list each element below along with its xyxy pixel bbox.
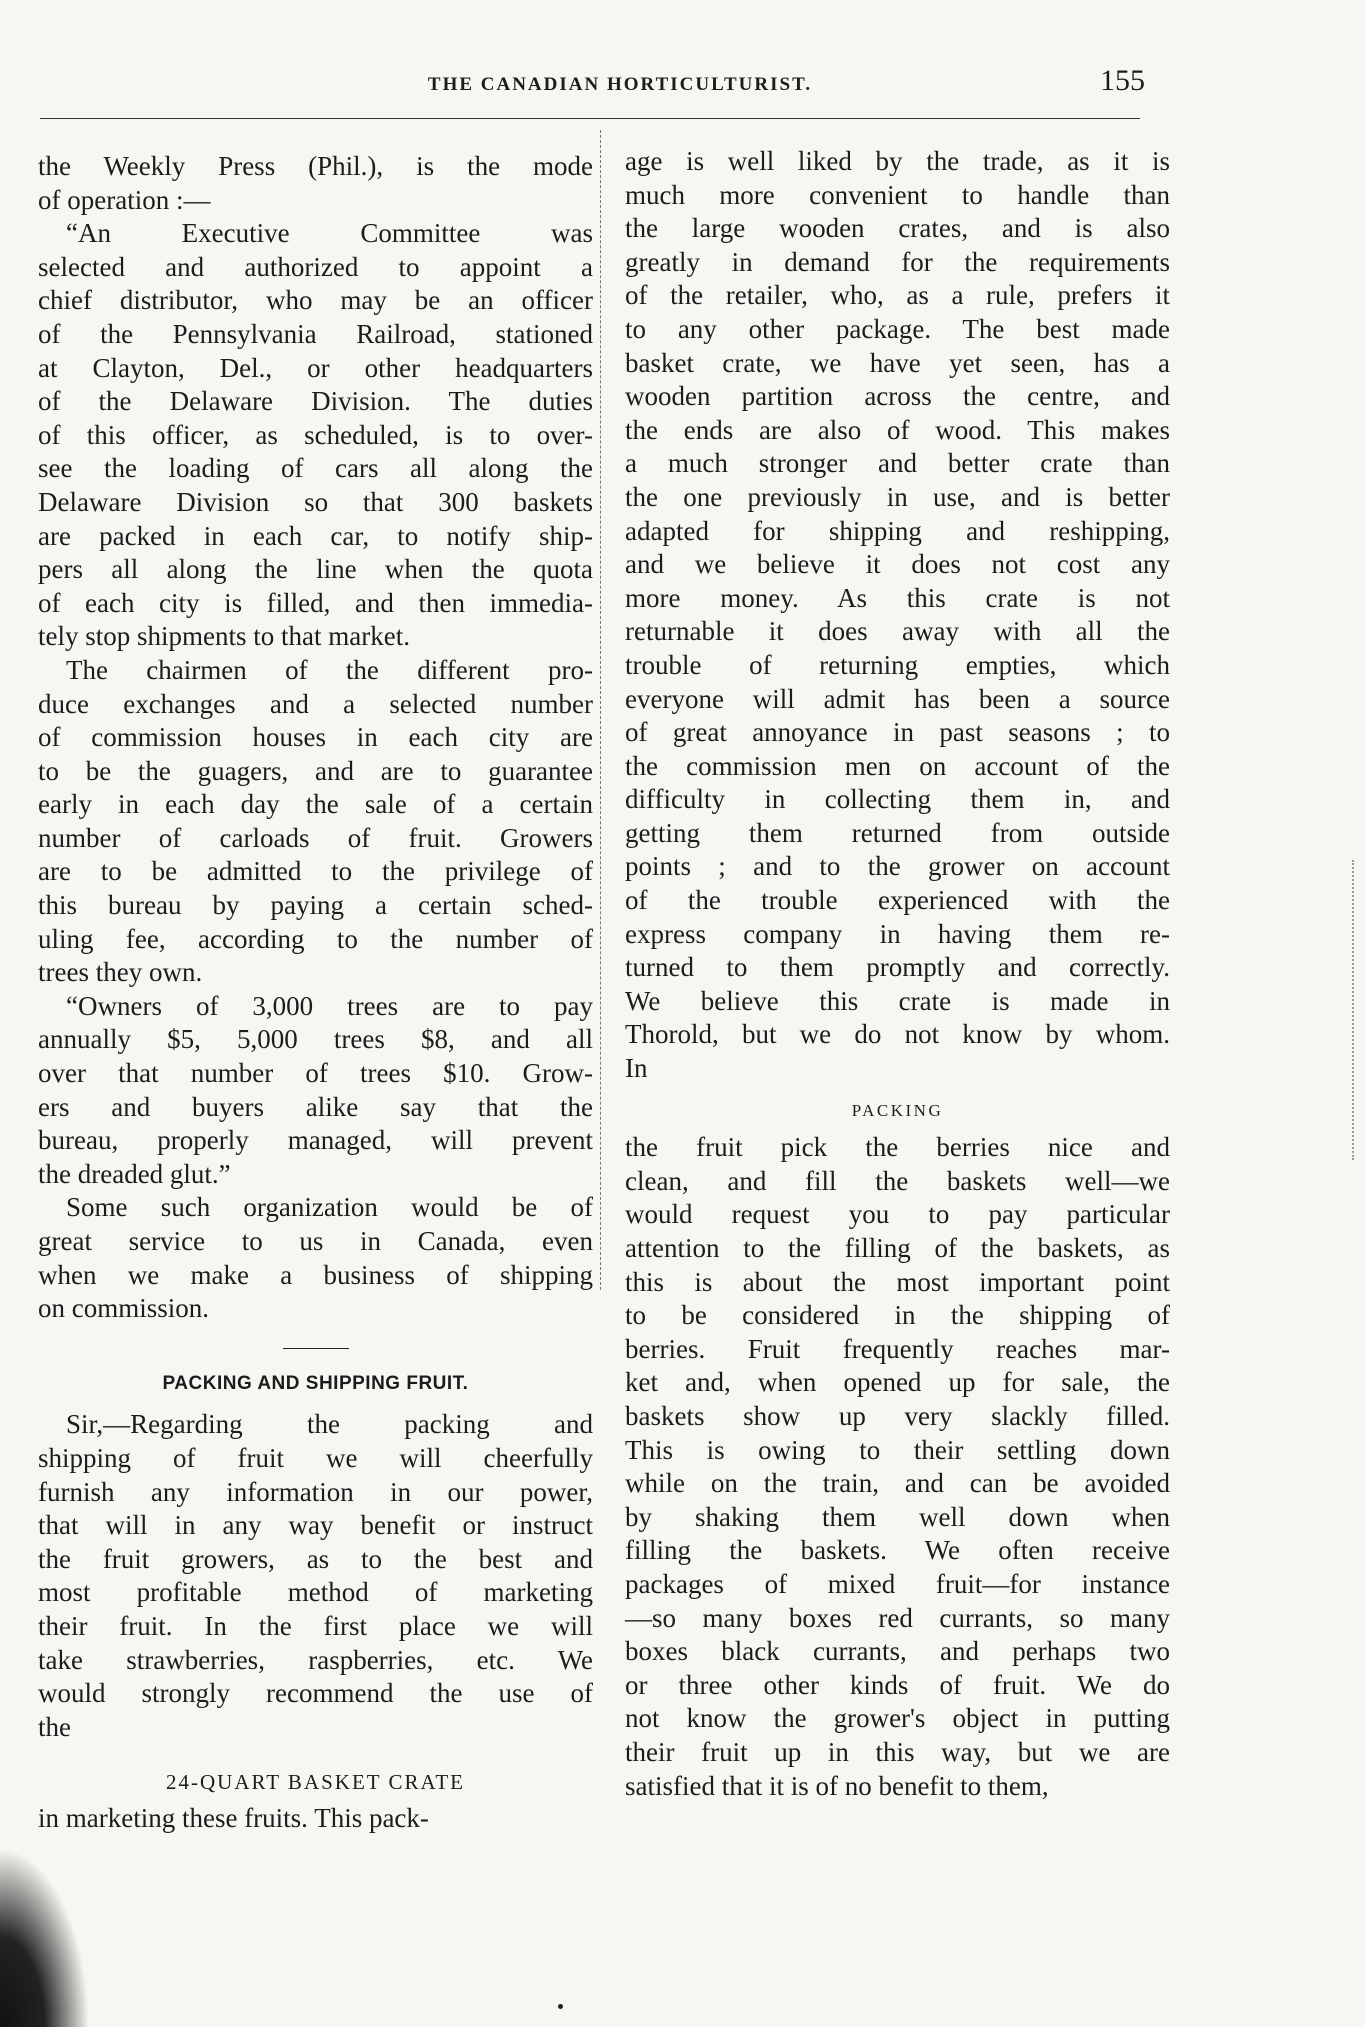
text-line: most profitable method of marketing: [38, 1577, 593, 1608]
text-line: not know the grower's object in putting: [625, 1703, 1170, 1734]
text-line: in marketing these fruits. This pack-: [38, 1802, 429, 1833]
paragraph: [38, 150, 593, 217]
page-number: 155: [1100, 64, 1145, 97]
quoted-paragraph: [38, 990, 593, 1192]
text-line: that will in any way benefit or instruct: [38, 1510, 593, 1541]
text-line: to be the guagers, and are to guarantee: [38, 755, 593, 786]
text-line: their fruit. In the first place we will: [38, 1610, 593, 1641]
text-line: trees they own.: [38, 957, 203, 988]
text-line: getting them returned from outside: [625, 817, 1170, 848]
text-line: duce exchanges and a selected number: [38, 688, 593, 719]
text-line: turned to them promptly and correctly.: [625, 952, 1170, 983]
text-line: baskets show up very slackly filled.: [625, 1400, 1170, 1431]
text-line: We believe this crate is made in: [625, 985, 1170, 1016]
text-line: the one previously in use, and is better: [625, 481, 1170, 512]
text-line: great service to us in Canada, even: [38, 1226, 593, 1256]
text-line: wooden partition across the centre, and: [625, 381, 1170, 412]
text-line: “An Executive Committee was: [66, 218, 593, 249]
text-line: tely stop shipments to that market.: [38, 621, 410, 652]
text-line: annually $5, 5,000 trees $8, and all: [38, 1024, 593, 1055]
text-line: the ends are also of wood. This makes: [625, 414, 1170, 445]
letter-paragraph: [38, 1408, 593, 1744]
text-line: would strongly recommend the use of: [38, 1678, 593, 1709]
right-column: [625, 145, 1170, 1803]
text-line: chief distributor, who may be an officer: [38, 285, 593, 316]
text-line: the Weekly Press (Phil.), is the mode: [38, 151, 593, 181]
text-line: to any other package. The best made: [625, 313, 1170, 344]
text-line: express company in having them re-: [625, 918, 1170, 949]
text-line: —so many boxes red currants, so many: [625, 1602, 1170, 1633]
quoted-paragraph: [38, 217, 593, 654]
text-line: bureau, properly managed, will prevent: [38, 1125, 593, 1156]
page-edge-marks: [1352, 860, 1357, 1160]
text-line: at Clayton, Del., or other headquarters: [38, 352, 593, 383]
text-line: or three other kinds of fruit. We do: [625, 1669, 1170, 1700]
text-line: shipping of fruit we will cheerfully: [38, 1442, 593, 1473]
text-line: their fruit up in this way, but we are: [625, 1736, 1170, 1767]
text-line: take strawberries, raspberries, etc. We: [38, 1644, 593, 1675]
paragraph: [38, 1802, 593, 1836]
text-line: to be considered in the shipping of: [625, 1300, 1170, 1331]
text-line: difficulty in collecting them in, and: [625, 784, 1170, 815]
text-line: of operation :—: [38, 184, 211, 215]
text-line: packages of mixed fruit—for instance: [625, 1568, 1170, 1599]
text-line: trouble of returning empties, which: [625, 649, 1170, 680]
text-line: clean, and fill the baskets well—we: [625, 1165, 1170, 1196]
text-line: of this officer, as scheduled, is to over-: [38, 419, 593, 450]
text-line: attention to the filling of the baskets, as: [625, 1233, 1170, 1263]
text-line: over that number of trees $10. Grow-: [38, 1058, 593, 1089]
header-rule: [40, 118, 1140, 119]
text-line: adapted for shipping and reshipping,: [625, 515, 1170, 546]
text-line: see the loading of cars all along the: [38, 453, 593, 484]
text-line: are to be admitted to the privilege of: [38, 856, 593, 887]
text-line: of commission houses in each city are: [38, 722, 593, 753]
paragraph: [625, 1131, 1170, 1803]
text-line: the: [38, 1711, 71, 1742]
text-line: much more convenient to handle than: [625, 179, 1170, 210]
text-line: would request you to pay particular: [625, 1199, 1170, 1230]
text-line: berries. Fruit frequently reaches mar-: [625, 1333, 1170, 1364]
text-line: boxes black currants, and perhaps two: [625, 1636, 1170, 1667]
text-line: furnish any information in our power,: [38, 1476, 593, 1507]
text-line: satisfied that it is of no benefit to them,: [625, 1770, 1049, 1801]
subheading: 24-QUART BASKET CRATE: [166, 1770, 465, 1795]
text-line: the dreaded glut.”: [38, 1158, 231, 1189]
text-line: Thorold, but we do not know by whom.: [625, 1019, 1170, 1050]
text-line: the fruit pick the berries nice and: [625, 1132, 1170, 1163]
text-line: are packed in each car, to notify ship-: [38, 520, 593, 551]
text-line: everyone will admit has been a source: [625, 683, 1170, 714]
binding-shadow: [0, 1847, 90, 2027]
text-line: ers and buyers alike say that the: [38, 1091, 593, 1122]
text-line: and we believe it does not cost any: [625, 549, 1170, 580]
text-line: of the Delaware Division. The duties: [38, 386, 593, 417]
text-line: a much stronger and better crate than: [625, 448, 1170, 479]
text-line: more money. As this crate is not: [625, 582, 1170, 613]
text-line: basket crate, we have yet seen, has a: [625, 347, 1170, 378]
text-line: the fruit growers, as to the best and: [38, 1543, 593, 1574]
text-line: pers all along the line when the quota: [38, 554, 593, 585]
text-line: the commission men on account of the: [625, 750, 1170, 781]
text-line: greatly in demand for the requirements: [625, 246, 1170, 277]
text-line: while on the train, and can be avoided: [625, 1468, 1170, 1499]
text-line: age is well liked by the trade, as it is: [625, 146, 1170, 176]
paragraph: [38, 1191, 593, 1325]
text-line: this is about the most important point: [625, 1266, 1170, 1297]
ink-dot: [558, 2004, 563, 2009]
section-divider: [283, 1348, 349, 1349]
text-line: points ; and to the grower on account: [625, 851, 1170, 882]
paragraph: [625, 145, 1170, 1086]
text-line: The chairmen of the different pro-: [66, 654, 593, 685]
column-divider: [600, 130, 601, 1290]
text-line: In: [625, 1053, 648, 1084]
text-line: Delaware Division so that 300 baskets: [38, 486, 593, 517]
text-line: uling fee, according to the number of: [38, 923, 593, 954]
text-line: of great annoyance in past seasons ; to: [625, 717, 1170, 748]
paragraph: [38, 654, 593, 990]
text-line: when we make a business of shipping: [38, 1259, 593, 1290]
text-line: of the retailer, who, as a rule, prefers it: [625, 280, 1170, 311]
text-line: This is owing to their settling down: [625, 1434, 1170, 1465]
text-line: the large wooden crates, and is also: [625, 213, 1170, 244]
text-line: selected and authorized to appoint a: [38, 251, 593, 282]
running-title: THE CANADIAN HORTICULTURIST.: [427, 74, 813, 95]
text-line: Some such organization would be of: [66, 1192, 593, 1223]
text-line: early in each day the sale of a certain: [38, 789, 593, 820]
subheading: PACKING: [851, 1100, 944, 1120]
text-line: on commission.: [38, 1293, 210, 1324]
text-line: this bureau by paying a certain sched-: [38, 890, 593, 921]
text-line: of the Pennsylvania Railroad, stationed: [38, 318, 593, 349]
text-line: Sir,—Regarding the packing and: [66, 1409, 593, 1440]
text-line: “Owners of 3,000 trees are to pay: [66, 990, 593, 1021]
text-line: of each city is filled, and then immedia-: [38, 587, 593, 618]
text-line: number of carloads of fruit. Growers: [38, 822, 593, 853]
section-heading: PACKING AND SHIPPING FRUIT.: [162, 1372, 469, 1394]
text-line: ket and, when opened up for sale, the: [625, 1367, 1170, 1398]
text-line: returnable it does away with all the: [625, 616, 1170, 647]
text-line: by shaking them well down when: [625, 1501, 1170, 1532]
text-line: of the trouble experienced with the: [625, 885, 1170, 916]
left-column: [38, 150, 593, 1836]
text-line: filling the baskets. We often receive: [625, 1535, 1170, 1566]
